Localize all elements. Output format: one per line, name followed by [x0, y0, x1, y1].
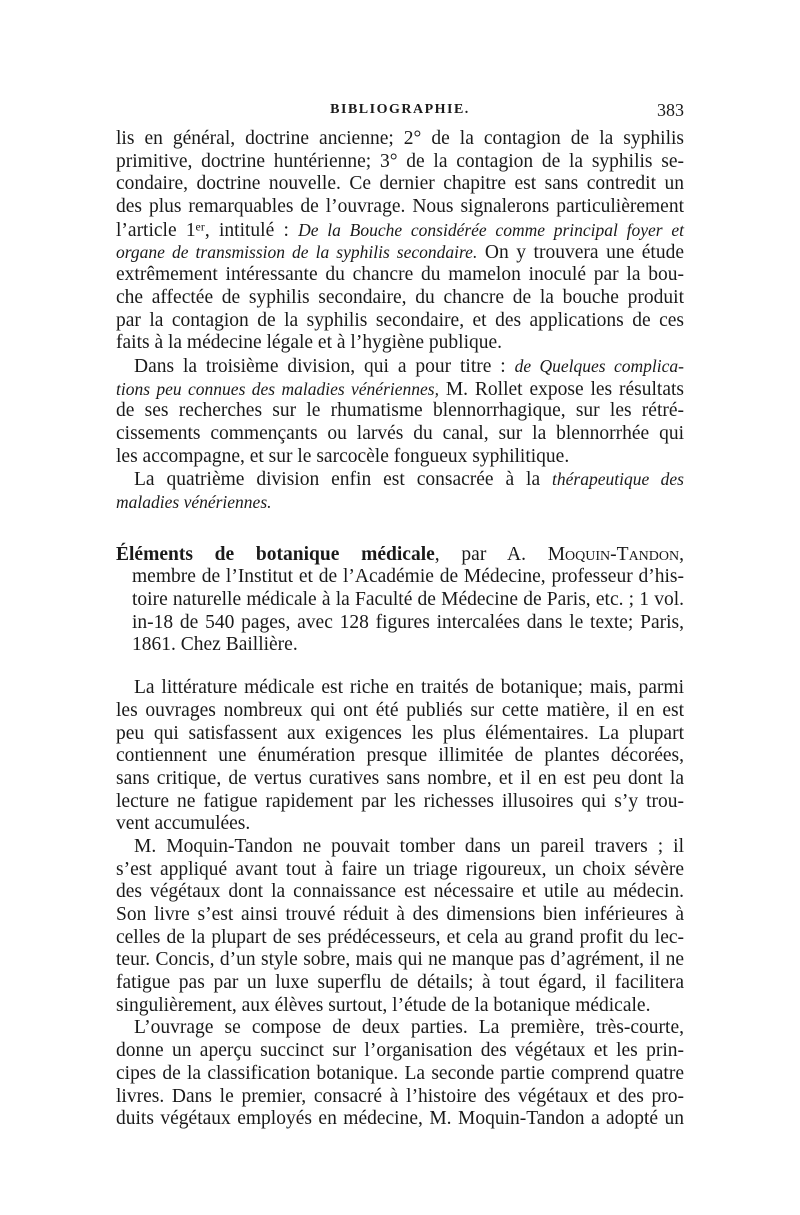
text-line: peu qui satisfassent aux exigences les plus élémentaires. La plupart [116, 722, 684, 744]
text-line: duits végétaux employés en médecine, M. Moquin-Tandon a adopté un [116, 1108, 684, 1130]
text-line: M. Moquin-Tandon ne pouvait tomber dans un pareil travers ; il [134, 835, 684, 857]
text-line: les ouvrages nombreux qui ont été publiés sur cette matière, il en est [116, 699, 684, 721]
paragraph [116, 836, 684, 1018]
text-line: extrêmement intéressante du chancre du mamelon inoculé par la bou- [116, 264, 684, 286]
text-line: che affectée de syphilis secondaire, du chancre de la bouche produit [116, 286, 684, 308]
text-line: cissements commençants ou larvés du canal, sur la blennorrhée qui [116, 422, 684, 444]
text-line: faits à la médecine légale et à l’hygiène publique. [116, 332, 503, 354]
paragraph-gap [116, 657, 684, 677]
text-line: contiennent une énumération presque illimitée de plantes décorées, [116, 745, 684, 767]
running-head: BIBLIOGRAPHIE. [330, 102, 470, 117]
entry-title: Éléments de botanique médicale [116, 543, 435, 565]
text-line: de ses recherches sur le rhumatisme blennorrhagique, sur les rétré- [116, 400, 684, 422]
text-line: condaire, doctrine nouvelle. Ce dernier chapitre est sans contredit un [116, 173, 684, 195]
text-line: cipes de la classification botanique. La seconde partie comprend quatre [116, 1062, 684, 1084]
entry-line: in-18 de 540 pages, avec 128 figures intercalées dans le texte; Paris, [132, 611, 684, 633]
paragraph [116, 1017, 684, 1130]
text-line: teur. Concis, d’un style sobre, mais qui ne manque pas d’agrément, il ne [116, 949, 684, 971]
text-line: lis en général, doctrine ancienne; 2° de la contagion de la syphilis [116, 128, 684, 149]
page-body [116, 128, 684, 1131]
section-gap [116, 514, 684, 544]
entry-punct: , [679, 543, 684, 565]
entry-line: membre de l’Institut et de l’Académie de Médecine, professeur d’his- [132, 566, 684, 588]
text-line [116, 355, 684, 378]
text-line: livres. Dans le premier, consacré à l’histoire des végétaux et des pro- [116, 1085, 684, 1107]
text-line: Son livre s’est ainsi trouvé réduit à des dimensions bien inférieures à [116, 904, 684, 925]
bibliography-entry [116, 544, 684, 657]
text-line [116, 378, 684, 401]
text-line [116, 468, 684, 491]
text-run: M. Rollet expose les résultats [438, 378, 684, 400]
italic-title: de Quelques complica- [514, 355, 684, 376]
text-line: des plus remarquables de l’ouvrage. Nous signalerons particulièrement [116, 196, 684, 218]
text-run: La quatrième division enfin est consacrée à la [134, 469, 553, 491]
text-line [116, 491, 684, 514]
entry-author: Moquin-Tandon [547, 543, 680, 565]
page-number: 383 [657, 100, 684, 120]
italic-title: organe de transmission de la syphilis secondaire. [116, 242, 478, 263]
entry-heading-line [116, 544, 684, 567]
text-line [116, 241, 684, 264]
text-line: donne un aperçu succinct sur l’organisation des végétaux et les prin- [116, 1040, 684, 1062]
text-run: Dans la troisième division, qui a pour titre : [134, 355, 515, 377]
text-run: On y trouvera une étude [477, 242, 684, 264]
text-line: vent accumulées. [116, 813, 251, 835]
text-line: primitive, doctrine huntérienne; 3° de la contagion de la syphilis se- [116, 150, 684, 172]
paragraph [116, 468, 684, 513]
paragraph [116, 128, 684, 355]
text-line: sans critique, de vertus curatives sans nombre, et il en est peu dont la [116, 767, 684, 789]
text-line [116, 219, 684, 242]
paragraph [116, 355, 684, 468]
italic-title: tions peu connues des maladies vénériennes, [116, 378, 439, 399]
italic-title: maladies vénériennes. [116, 492, 272, 512]
italic-title: De la Bouche considérée comme principal foyer et [298, 219, 684, 240]
entry-line: toire naturelle médicale à la Faculté de Médecine de Paris, etc. ; 1 vol. [132, 589, 684, 611]
text-line: les accompagne, et sur le sarcocèle fongueux syphilitique. [116, 445, 570, 467]
text-run: l’article 1ᵉʳ, intitulé : [116, 219, 299, 241]
text-line: des végétaux dont la connaissance est nécessaire et utile au médecin. [116, 881, 684, 903]
text-line: celles de la plupart de ses prédécesseurs, et cela au grand profit du lec- [116, 926, 684, 948]
page-header [116, 100, 684, 124]
italic-title: thérapeutique des [552, 469, 684, 490]
text-line: L’ouvrage se compose de deux parties. La première, très-courte, [134, 1017, 684, 1039]
text-line: s’est appliqué avant tout à faire un triage rigoureux, un choix sévère [116, 858, 684, 880]
paragraph [116, 677, 684, 836]
text-line: lecture ne fatigue rapidement par les richesses illusoires qui s’y trou- [116, 790, 684, 812]
text-line: singulièrement, aux élèves surtout, l’étude de la botanique médicale. [116, 994, 651, 1016]
entry-line: 1861. Chez Baillière. [132, 634, 298, 656]
entry-by: , par A. [434, 543, 548, 565]
text-line: par la contagion de la syphilis secondaire, et des applications de ces [116, 309, 684, 331]
text-line: La littérature médicale est riche en traités de botanique; mais, parmi [134, 677, 684, 699]
text-line: fatigue pas par un luxe superflu de détails; à tout égard, il facilitera [116, 972, 684, 994]
